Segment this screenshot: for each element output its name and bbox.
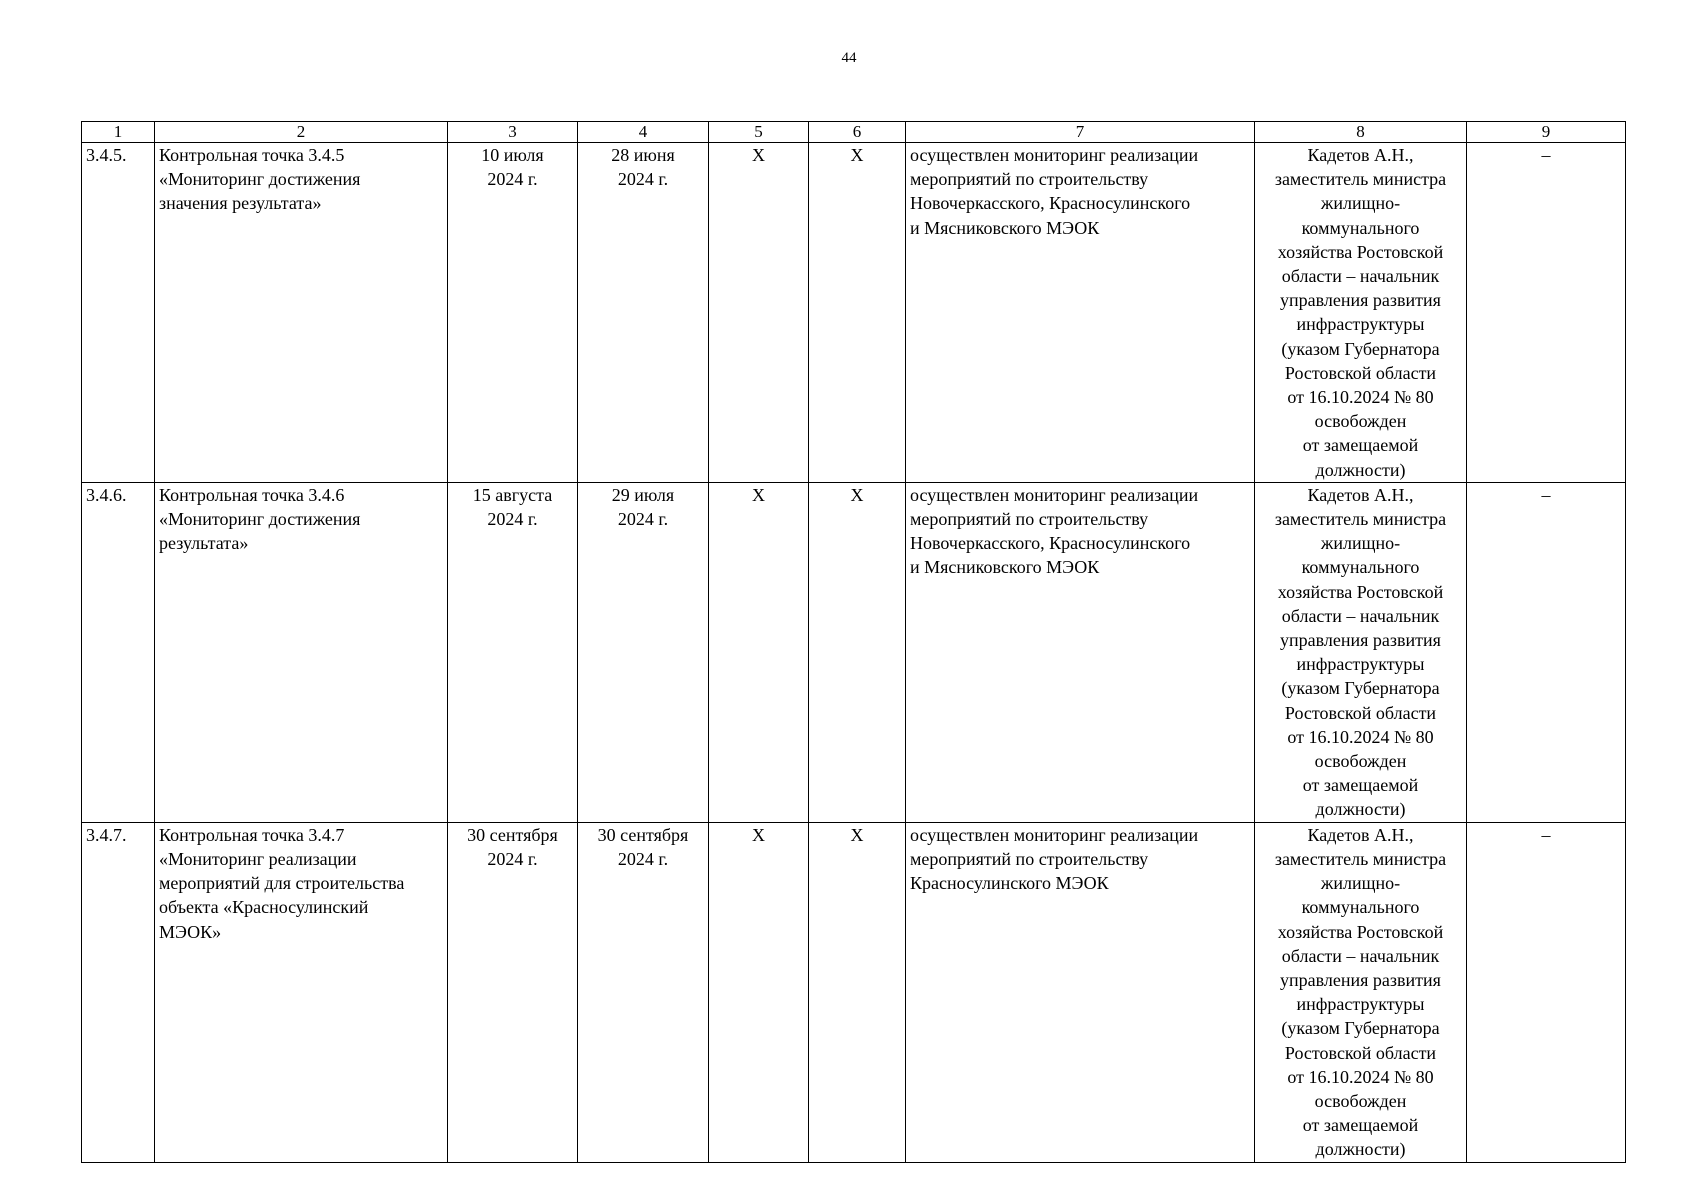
item-number-cell — [82, 822, 155, 1162]
cell-text-line: мероприятий для строительства — [159, 873, 405, 894]
cell-text-line: от 16.10.2024 № 80 — [1287, 387, 1434, 408]
cell-text: X — [850, 824, 864, 845]
cell-text-line: области – начальник — [1281, 945, 1440, 966]
cell-text: X — [752, 824, 765, 845]
cell-text-line: мероприятий по строительству — [910, 848, 1149, 869]
cell-text-line: жилищно- — [1320, 533, 1401, 554]
cell-text-line: хозяйства Ростовской — [1277, 581, 1444, 602]
table-row — [82, 143, 1626, 483]
cell-text: – — [1541, 824, 1551, 845]
cell-text-line: Контрольная точка 3.4.5 — [159, 145, 345, 165]
responsible-person-cell — [1255, 822, 1467, 1162]
cell-text-line: жилищно- — [1320, 193, 1401, 214]
cell-text-line: осуществлен мониторинг реализации — [910, 484, 1199, 505]
column-header: 5 — [709, 122, 809, 143]
column-5-cell — [709, 822, 809, 1162]
column-6-cell — [809, 482, 906, 822]
planned-date-cell — [448, 822, 578, 1162]
column-9-cell — [1467, 143, 1626, 483]
cell-text-line: 2024 г. — [617, 509, 669, 530]
control-point-name-cell — [155, 143, 448, 483]
actual-date-cell — [578, 143, 709, 483]
control-point-name-cell — [155, 822, 448, 1162]
column-number-row — [82, 122, 1626, 143]
table-row — [82, 482, 1626, 822]
cell-text-line: Контрольная точка 3.4.7 — [159, 824, 345, 845]
cell-text-line: от 16.10.2024 № 80 — [1287, 726, 1434, 747]
cell-text-line: освобожден — [1314, 1090, 1407, 1111]
cell-text: 3.4.6. — [86, 484, 127, 505]
cell-text-line: Кадетов А.Н., — [1307, 484, 1414, 505]
cell-text-line: хозяйства Ростовской — [1277, 921, 1444, 942]
cell-text-line: Кадетов А.Н., — [1307, 145, 1414, 165]
table-body — [82, 143, 1626, 1163]
cell-text-line: (указом Губернатора — [1281, 338, 1440, 359]
cell-text-line: (указом Губернатора — [1281, 1018, 1440, 1039]
cell-text: – — [1541, 145, 1551, 165]
column-header: 2 — [155, 122, 448, 143]
cell-text-line: результата» — [159, 533, 249, 554]
cell-text-line: Ростовской области — [1284, 362, 1437, 383]
cell-text-line: освобожден — [1314, 751, 1407, 772]
cell-text-line: 28 июня — [611, 145, 675, 165]
cell-text-line: освобожден — [1314, 411, 1407, 432]
item-number-cell — [82, 482, 155, 822]
column-header: 3 — [448, 122, 578, 143]
cell-text: X — [752, 484, 765, 505]
cell-text-line: коммунального — [1301, 897, 1420, 918]
column-9-cell — [1467, 482, 1626, 822]
column-6-cell — [809, 143, 906, 483]
responsible-person-cell — [1255, 143, 1467, 483]
planned-date-cell — [448, 482, 578, 822]
cell-text-line: 15 августа — [472, 484, 553, 505]
cell-text: 3.4.7. — [86, 824, 127, 845]
cell-text-line: осуществлен мониторинг реализации — [910, 824, 1199, 845]
cell-text: X — [850, 145, 864, 165]
result-description-cell — [906, 143, 1255, 483]
column-header: 7 — [906, 122, 1255, 143]
cell-text-line: от замещаемой — [1302, 775, 1419, 796]
cell-text-line: инфраструктуры — [1296, 654, 1425, 675]
cell-text-line: и Мясниковского МЭОК — [910, 557, 1100, 578]
cell-text-line: мероприятий по строительству — [910, 509, 1149, 530]
cell-text-line: жилищно- — [1320, 873, 1401, 894]
column-6-cell — [809, 822, 906, 1162]
cell-text-line: инфраструктуры — [1296, 314, 1425, 335]
actual-date-cell — [578, 482, 709, 822]
cell-text-line: должности) — [1315, 799, 1406, 820]
actual-date-cell — [578, 822, 709, 1162]
cell-text-line: «Мониторинг реализации — [159, 848, 357, 869]
cell-text-line: области – начальник — [1281, 605, 1440, 626]
cell-text-line: Ростовской области — [1284, 1042, 1437, 1063]
cell-text-line: осуществлен мониторинг реализации — [910, 145, 1199, 165]
cell-text-line: управления развития — [1280, 290, 1441, 311]
cell-text-line: 2024 г. — [487, 169, 538, 190]
page-number: 44 — [841, 50, 857, 66]
cell-text-line: Кадетов А.Н., — [1307, 824, 1414, 845]
column-header: 9 — [1467, 122, 1626, 143]
column-header: 6 — [809, 122, 906, 143]
column-9-cell — [1467, 822, 1626, 1162]
cell-text-line: 30 сентября — [597, 824, 689, 845]
cell-text-line: Новочеркасского, Красносулинского — [910, 193, 1191, 214]
cell-text-line: управления развития — [1280, 969, 1441, 990]
cell-text-line: объекта «Красносулинский — [159, 897, 369, 918]
cell-text-line: заместитель министра — [1274, 509, 1447, 530]
cell-text-line: инфраструктуры — [1296, 994, 1425, 1015]
table-row — [82, 822, 1626, 1162]
cell-text-line: «Мониторинг достижения — [159, 509, 361, 530]
cell-text-line: коммунального — [1301, 557, 1420, 578]
cell-text-line: 30 сентября — [467, 824, 558, 845]
cell-text-line: хозяйства Ростовской — [1277, 241, 1444, 262]
cell-text-line: коммунального — [1301, 217, 1420, 238]
column-header: 8 — [1255, 122, 1467, 143]
planned-date-cell — [448, 143, 578, 483]
control-points-table — [81, 121, 1626, 1163]
cell-text: X — [850, 484, 864, 505]
cell-text-line: области – начальник — [1281, 266, 1440, 287]
cell-text-line: 2024 г. — [487, 848, 538, 869]
cell-text-line: 2024 г. — [617, 848, 669, 869]
cell-text: 3.4.5. — [86, 145, 127, 165]
result-description-cell — [906, 822, 1255, 1162]
cell-text-line: управления развития — [1280, 630, 1441, 651]
column-header: 1 — [82, 122, 155, 143]
cell-text-line: Контрольная точка 3.4.6 — [159, 484, 345, 505]
cell-text-line: 2024 г. — [617, 169, 669, 190]
cell-text-line: мероприятий по строительству — [910, 169, 1149, 190]
cell-text-line: 2024 г. — [487, 509, 538, 530]
cell-text-line: 29 июля — [611, 484, 675, 505]
cell-text-line: от замещаемой — [1302, 435, 1419, 456]
cell-text-line: 10 июля — [481, 145, 544, 165]
cell-text-line: (указом Губернатора — [1281, 678, 1440, 699]
cell-text-line: Красносулинского МЭОК — [910, 873, 1109, 894]
cell-text: – — [1541, 484, 1551, 505]
responsible-person-cell — [1255, 482, 1467, 822]
cell-text-line: и Мясниковского МЭОК — [910, 217, 1100, 238]
cell-text-line: значения результата» — [159, 193, 322, 214]
cell-text-line: МЭОК» — [159, 921, 222, 942]
cell-text-line: «Мониторинг достижения — [159, 169, 361, 190]
item-number-cell — [82, 143, 155, 483]
column-header: 4 — [578, 122, 709, 143]
cell-text-line: от 16.10.2024 № 80 — [1287, 1066, 1434, 1087]
cell-text-line: заместитель министра — [1274, 169, 1447, 190]
cell-text-line: заместитель министра — [1274, 848, 1447, 869]
cell-text-line: должности) — [1315, 1139, 1406, 1160]
result-description-cell — [906, 482, 1255, 822]
cell-text-line: Новочеркасского, Красносулинского — [910, 533, 1191, 554]
cell-text-line: от замещаемой — [1302, 1115, 1419, 1136]
cell-text: X — [752, 145, 765, 165]
cell-text-line: Ростовской области — [1284, 702, 1437, 723]
control-point-name-cell — [155, 482, 448, 822]
column-5-cell — [709, 482, 809, 822]
cell-text-line: должности) — [1315, 459, 1406, 480]
column-5-cell — [709, 143, 809, 483]
